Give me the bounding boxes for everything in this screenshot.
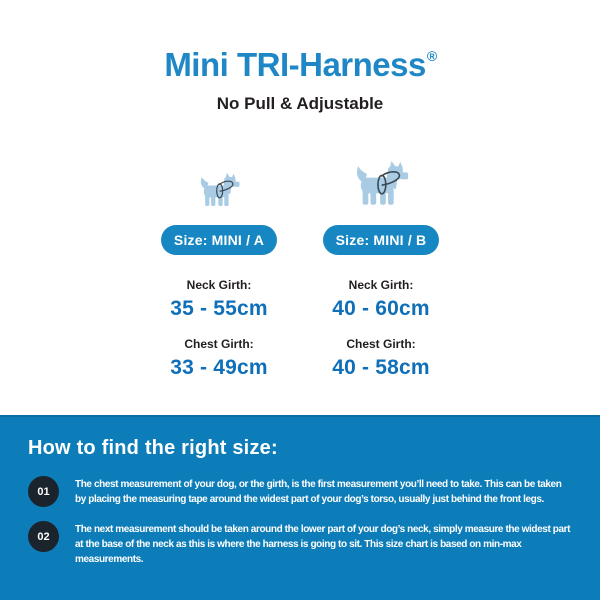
step-2-number-badge: 02 [28, 521, 59, 552]
size-columns [0, 156, 600, 380]
dog-icon-wrap [352, 156, 410, 210]
neck-girth-value: 40 - 60cm [332, 296, 430, 320]
size-guide-step-2 [28, 520, 572, 567]
chest-girth-value: 40 - 58cm [332, 355, 430, 379]
neck-girth-label: Neck Girth: [348, 277, 414, 292]
puppy-in-harness-icon [197, 173, 241, 210]
neck-girth-label: Neck Girth: [186, 277, 252, 292]
page-subtitle: No Pull & Adjustable [216, 93, 384, 113]
registered-trademark-symbol: ® [426, 48, 437, 64]
step-1-number-badge: 01 [28, 476, 59, 507]
size-chart-header-area [0, 46, 600, 380]
chest-girth-label: Chest Girth: [184, 336, 254, 351]
size-mini-b-button[interactable]: Size: MINI / B [323, 225, 440, 255]
step-2-text: The next measurement should be taken around the lower part of your dog’s neck, simply measure the widest part at the base of the neck as this is where the harness is going to sit. This size chart is based on min-max measurements. [75, 524, 571, 565]
size-guide-section [0, 415, 600, 600]
size-guide-heading: How to find the right size: [28, 437, 278, 459]
puppy-icon-wrap [197, 156, 241, 210]
chest-girth-label: Chest Girth: [346, 336, 416, 351]
chest-girth-value: 33 - 49cm [170, 355, 268, 379]
page-title [0, 46, 600, 84]
size-guide-step-1 [28, 475, 572, 507]
page-title-text: Mini TRI-Harness [164, 46, 426, 83]
dog-in-harness-icon [352, 161, 410, 210]
size-column-mini-b [306, 156, 456, 380]
size-column-mini-a [144, 156, 294, 380]
step-1-text: The chest measurement of your dog, or the girth, is the first measurement you’ll need to take. This can be taken by placing the measuring tape around the widest part of your dog’s torso, usually just behind the front legs. [75, 479, 562, 505]
size-mini-a-button[interactable]: Size: MINI / A [161, 225, 277, 255]
neck-girth-value: 35 - 55cm [170, 296, 268, 320]
